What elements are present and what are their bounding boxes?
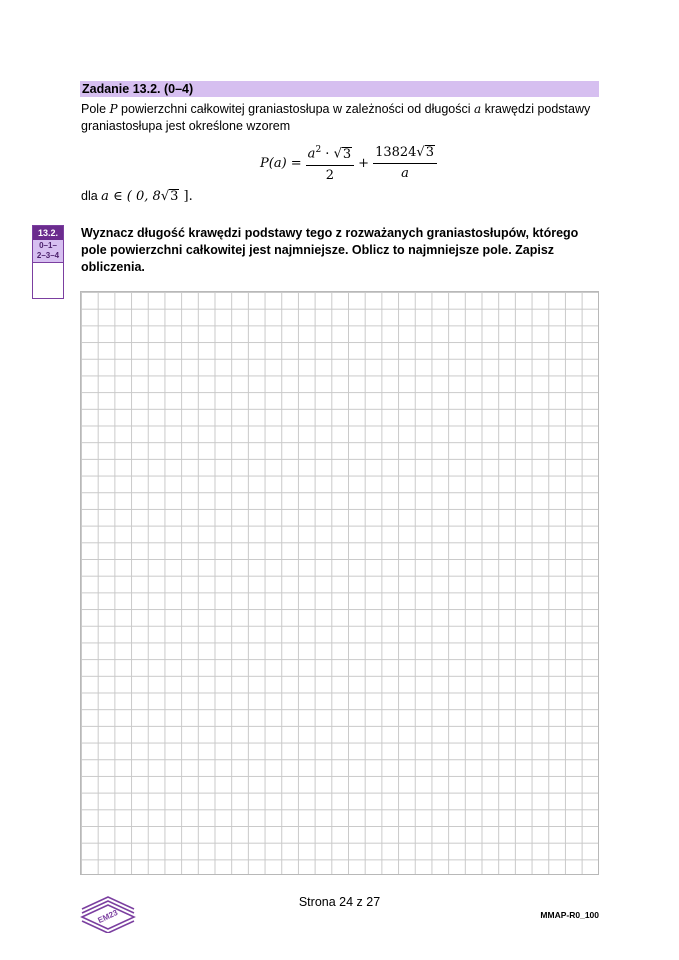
question-text: Wyznacz długość krawędzi podstawy tego z rozważanych graniastosłupów, którego pole powierzchni całkowitej jest najmniejsze. Oblicz to najmniejsze pole. Zapisz obliczenia. xyxy=(81,226,579,274)
fraction-1-numerator: $a^2 \cdot √3$ xyxy=(306,142,354,165)
intro-text-1: Pole xyxy=(81,102,110,116)
num2-coef: 13824 xyxy=(375,144,417,160)
score-box xyxy=(32,225,64,299)
intro-text-3: krawędzi podstawy graniastosłupa jest określone wzorem xyxy=(81,102,591,133)
formula-fraction-2 xyxy=(373,145,437,182)
domain-prefix: dla xyxy=(81,189,102,203)
num1-base: a xyxy=(307,146,316,162)
fraction-1-denominator: 2 xyxy=(325,167,335,183)
formula-lhs: P(a) = xyxy=(260,155,302,171)
domain-sqrt: 3 xyxy=(170,189,179,204)
intro-text-2: powierzchni całkowitej graniastosłupa w zależności od długości xyxy=(117,102,475,116)
points-line-2: 2–3–4 xyxy=(36,251,60,260)
page-number: Strona 24 z 27 xyxy=(298,895,381,909)
fraction-2-numerator: 13824√3 xyxy=(373,145,437,164)
score-box-id: 13.2. xyxy=(33,226,63,240)
answer-grid[interactable] xyxy=(80,291,599,875)
task-header: Zadanie 13.2. (0–4) xyxy=(80,81,599,97)
num2-sqrt: 3 xyxy=(425,144,434,160)
domain-expression: a ∈ ( 0, 8√3 ]. xyxy=(101,189,193,204)
num1-sqrt: 3 xyxy=(342,146,352,162)
task-intro xyxy=(81,101,601,135)
area-formula xyxy=(260,143,441,183)
fraction-2-denominator: a xyxy=(401,165,409,181)
formula-fraction-1 xyxy=(306,142,354,183)
variable-a: a xyxy=(474,102,482,116)
num1-exponent: 2 xyxy=(315,145,322,156)
domain-expr-end: ]. xyxy=(179,189,193,204)
logo-text: EM23 xyxy=(96,908,120,926)
num1-dot: · xyxy=(321,146,334,162)
formula-plus: + xyxy=(358,155,370,171)
points-line-1: 0–1– xyxy=(39,241,57,250)
document-code: MMAP-R0_100 xyxy=(540,910,599,920)
variable-p: P xyxy=(109,102,118,116)
domain-expr-start: a ∈ ( 0, 8 xyxy=(101,189,161,204)
domain-line xyxy=(81,188,193,205)
score-box-points xyxy=(33,240,63,263)
